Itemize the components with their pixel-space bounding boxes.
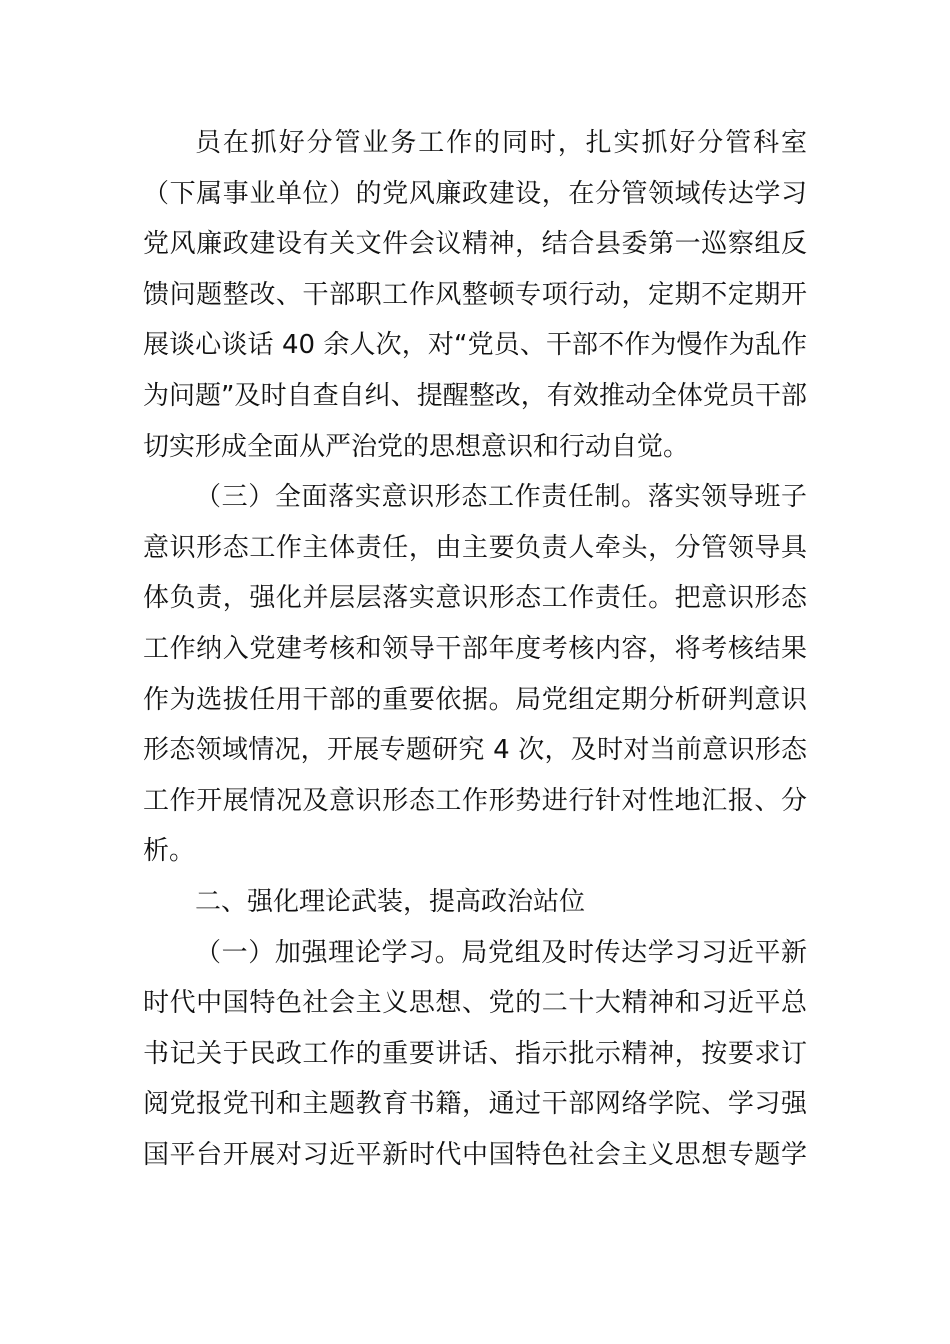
text-line: 阅党报党刊和主题教育书籍，通过干部网络学院、学习强 (143, 1089, 807, 1120)
text-line: 作为选拔任用干部的重要依据。局党组定期分析研判意识 (143, 684, 807, 715)
text-line: 形态领域情况，开展专题研究 4 次，及时对当前意识形态 (143, 735, 807, 766)
text-line: 党风廉政建设有关文件会议精神，结合县委第一巡察组反 (143, 229, 807, 260)
text-line: （一）加强理论学习。局党组及时传达学习习近平新 (195, 937, 807, 968)
text-line: 意识形态工作主体责任，由主要负责人牵头，分管领导具 (143, 532, 807, 563)
text-line: 国平台开展对习近平新时代中国特色社会主义思想专题学 (143, 1139, 807, 1170)
text-line: 切实形成全面从严治党的思想意识和行动自觉。 (143, 431, 690, 462)
text-line: 员在抓好分管业务工作的同时，扎实抓好分管科室 (195, 128, 807, 158)
text-line: 工作开展情况及意识形态工作形势进行针对性地汇报、分 (143, 785, 807, 816)
text-line: 为问题”及时自查自纠、提醒整改，有效推动全体党员干部 (143, 380, 807, 411)
text-line: （三）全面落实意识形态工作责任制。落实领导班子 (195, 482, 807, 513)
text-line: 体负责，强化并层层落实意识形态工作责任。把意识形态 (143, 583, 807, 614)
text-line: 展谈心谈话 40 余人次，对“党员、干部不作为慢作为乱作 (143, 330, 807, 361)
text-line: 馈问题整改、干部职工作风整顿专项行动，定期不定期开 (143, 279, 807, 310)
document-body (143, 118, 807, 1180)
text-line: 时代中国特色社会主义思想、党的二十大精神和习近平总 (143, 988, 807, 1019)
text-line: 析。 (143, 836, 196, 867)
text-line: 工作纳入党建考核和领导干部年度考核内容，将考核结果 (143, 633, 807, 664)
section-heading: 二、强化理论武装，提高政治站位 (195, 886, 586, 917)
text-line: 书记关于民政工作的重要讲话、指示批示精神，按要求订 (143, 1038, 807, 1069)
text-line: （下属事业单位）的党风廉政建设，在分管领域传达学习 (143, 178, 807, 209)
